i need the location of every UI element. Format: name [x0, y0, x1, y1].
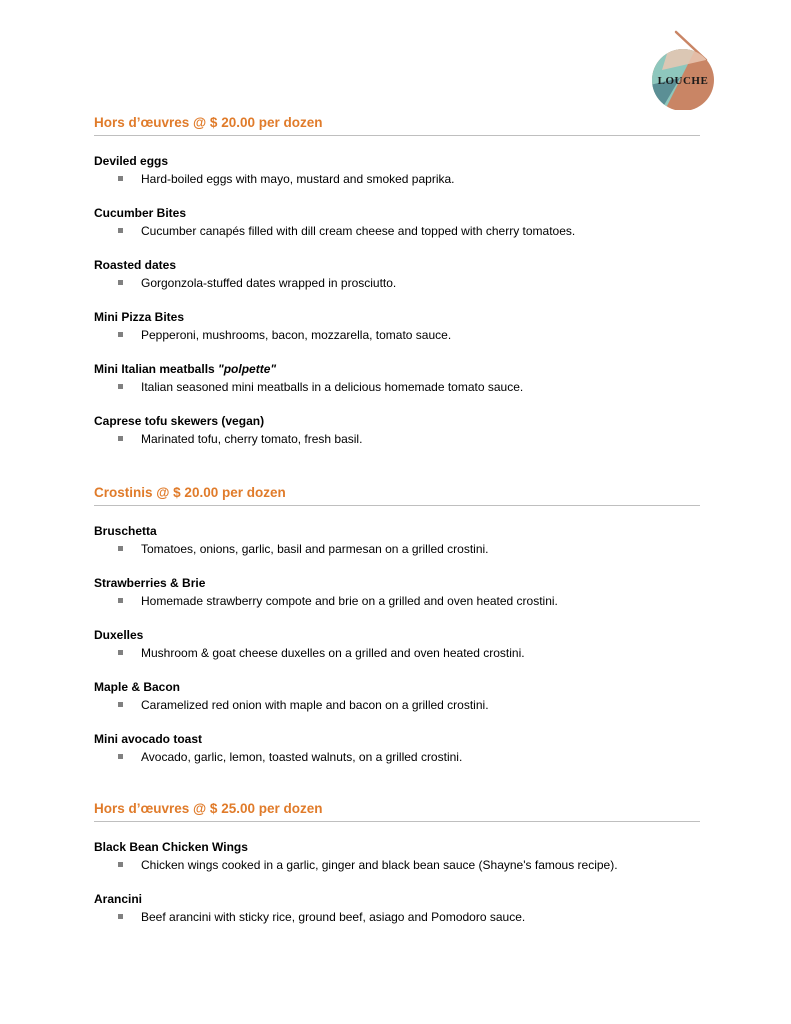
- section-hors-doeuvres-20: [94, 114, 700, 464]
- bullet-icon: [118, 332, 123, 337]
- menu-item: [94, 626, 700, 662]
- bullet-icon: [118, 702, 123, 707]
- menu-item: [94, 730, 700, 766]
- item-name: Black Bean Chicken Wings: [94, 840, 248, 854]
- menu-item: [94, 308, 700, 344]
- item-description: Gorgonzola-stuffed dates wrapped in prosciutto.: [94, 274, 700, 292]
- bullet-icon: [118, 384, 123, 389]
- item-description: Avocado, garlic, lemon, toasted walnuts, on a grilled crostini.: [94, 748, 700, 766]
- item-description: Tomatoes, onions, garlic, basil and parmesan on a grilled crostini.: [94, 540, 700, 558]
- section-header: Crostinis @ $ 20.00 per dozen: [94, 484, 700, 506]
- bullet-icon: [118, 754, 123, 759]
- item-name-italic: "polpette": [218, 362, 277, 376]
- item-description: Mushroom & goat cheese duxelles on a grilled and oven heated crostini.: [94, 644, 700, 662]
- item-name: Caprese tofu skewers (vegan): [94, 414, 265, 428]
- section-header: Hors d’œuvres @ $ 25.00 per dozen: [94, 800, 700, 822]
- item-description: Homemade strawberry compote and brie on a grilled and oven heated crostini.: [94, 592, 700, 610]
- section-hors-doeuvres-25: [94, 800, 700, 942]
- bullet-icon: [118, 280, 123, 285]
- bullet-icon: [118, 546, 123, 551]
- item-name: Bruschetta: [94, 524, 157, 538]
- menu-item: [94, 360, 700, 396]
- item-name: Cucumber Bites: [94, 206, 187, 220]
- item-description: Chicken wings cooked in a garlic, ginger and black bean sauce (Shayne's famous recipe).: [94, 856, 700, 874]
- item-name: Strawberries & Brie: [94, 576, 206, 590]
- bullet-icon: [118, 862, 123, 867]
- bullet-icon: [118, 436, 123, 441]
- bullet-icon: [118, 176, 123, 181]
- section-header: Hors d’œuvres @ $ 20.00 per dozen: [94, 114, 700, 136]
- logo-text: LOUCHE: [657, 75, 709, 87]
- item-name: Deviled eggs: [94, 154, 169, 168]
- menu-item: [94, 678, 700, 714]
- item-name: Maple & Bacon: [94, 680, 181, 694]
- menu-item: [94, 838, 700, 874]
- item-description: Hard-boiled eggs with mayo, mustard and smoked paprika.: [94, 170, 700, 188]
- item-name: Mini Italian meatballs "polpette": [94, 362, 277, 376]
- bullet-icon: [118, 598, 123, 603]
- menu-item: [94, 890, 700, 926]
- item-description: Beef arancini with sticky rice, ground beef, asiago and Pomodoro sauce.: [94, 908, 700, 926]
- section-crostinis-20: [94, 484, 700, 782]
- louche-logo: [650, 30, 720, 110]
- menu-item: [94, 412, 700, 448]
- bullet-icon: [118, 914, 123, 919]
- menu-item: [94, 256, 700, 292]
- bullet-icon: [118, 650, 123, 655]
- item-description: Italian seasoned mini meatballs in a delicious homemade tomato sauce.: [94, 378, 700, 396]
- menu-item: [94, 574, 700, 610]
- item-description: Marinated tofu, cherry tomato, fresh basil.: [94, 430, 700, 448]
- menu-item: [94, 204, 700, 240]
- item-description: Caramelized red onion with maple and bacon on a grilled crostini.: [94, 696, 700, 714]
- louche-logo-icon: [650, 30, 720, 110]
- item-description: Cucumber canapés filled with dill cream cheese and topped with cherry tomatoes.: [94, 222, 700, 240]
- item-name: Mini Pizza Bites: [94, 310, 185, 324]
- menu-item: [94, 152, 700, 188]
- item-description: Pepperoni, mushrooms, bacon, mozzarella, tomato sauce.: [94, 326, 700, 344]
- bullet-icon: [118, 228, 123, 233]
- item-name: Mini avocado toast: [94, 732, 203, 746]
- item-name: Roasted dates: [94, 258, 177, 272]
- menu-item: [94, 522, 700, 558]
- item-name: Duxelles: [94, 628, 144, 642]
- item-name: Arancini: [94, 892, 143, 906]
